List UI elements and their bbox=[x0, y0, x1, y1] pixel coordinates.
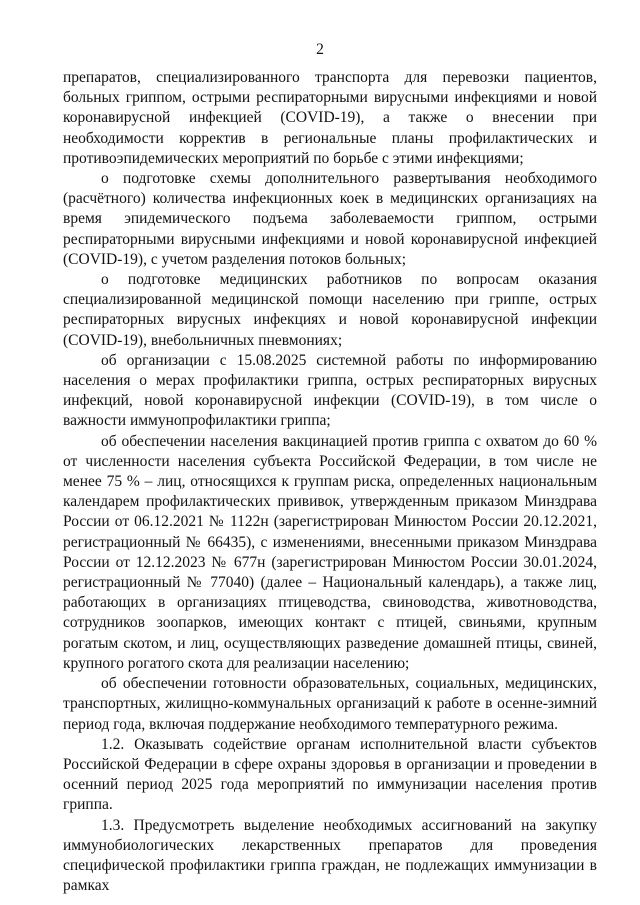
paragraph-organization-readiness: об обеспечении готовности образовательных, социальных, медицинских, транспортных, жилищно-коммунальных организаций к работе в осенне-зимний период года, включая поддержание необходимого температурного режима. bbox=[63, 675, 597, 733]
document-body bbox=[63, 68, 597, 896]
paragraph-item-1-2: 1.2. Оказывать содействие органам исполнительной власти субъектов Российской Федерации в сфере охраны здоровья в организации и проведении в осенний период 2025 года мероприятий по иммунизации населения против гриппа. bbox=[63, 735, 597, 814]
paragraph-medical-staff-training: о подготовке медицинских работников по вопросам оказания специализированной медицинской помощи населению при гриппе, острых респираторных вирусных инфекциях и новой коронавирусной инфекции (COVID-19), внебольничных пневмониях; bbox=[63, 271, 597, 349]
paragraph-item-1-3: 1.3. Предусмотреть выделение необходимых ассигнований на закупку иммунобиологических лекарственных препаратов для проведения специфической профилактики гриппа граждан, не подлежащих иммунизации в рамках bbox=[63, 816, 597, 895]
page-number: 2 bbox=[316, 41, 324, 58]
paragraph-transport-continuation: препаратов, специализированного транспорта для перевозки пациентов, больных гриппом, острыми респираторными вирусными инфекциями и новой коронавирусной инфекцией (COVID-19), а также о внесении при необходимости корректив в региональные планы профилактических и противоэпидемических мероприятий по борьбе с этими инфекциями; bbox=[63, 69, 597, 167]
paragraph-infectious-beds: о подготовке схемы дополнительного развертывания необходимого (расчётного) количества инфекционных коек в медицинских организациях на время эпидемического подъема заболеваемости гриппом, острыми респираторными вирусными инфекциями и новой коронавирусной инфекцией (COVID-19), с учетом разделения потоков больных; bbox=[63, 170, 597, 268]
paragraph-public-information: об организации с 15.08.2025 системной работы по информированию населения о мерах профилактики гриппа, острых респираторных вирусных инфекций, новой коронавирусной инфекции (COVID-19), в том числе о важности иммунопрофилактики гриппа; bbox=[63, 351, 597, 430]
paragraph-vaccination-coverage: об обеспечении населения вакцинацией против гриппа с охватом до 60 % от численности населения субъекта Российской Федерации, в том числе не менее 75 % – лиц, относящихся к группам риска, определенных национальным календарем профилактических прививок, утвержденным приказом Минздрава России от 06.12.2021 № 1122н (зарегистрирован Минюстом России 20.12.2021, регистрационный № 66435), с изменениями, внесенными приказом Минздрава России от 12.12.2023 № 677н (зарегистрирован Минюстом России 30.01.2024, регистрационный № 77040) (далее – Национальный календарь), а также лиц, работающих в организациях птицеводства, свиноводства, животноводства, сотрудников зоопарков, имеющих контакт с птицей, свиньями, крупным рогатым скотом, и лиц, осуществляющих разведение домашней птицы, свиней, крупного рогатого скота для реализации населению; bbox=[63, 432, 597, 672]
